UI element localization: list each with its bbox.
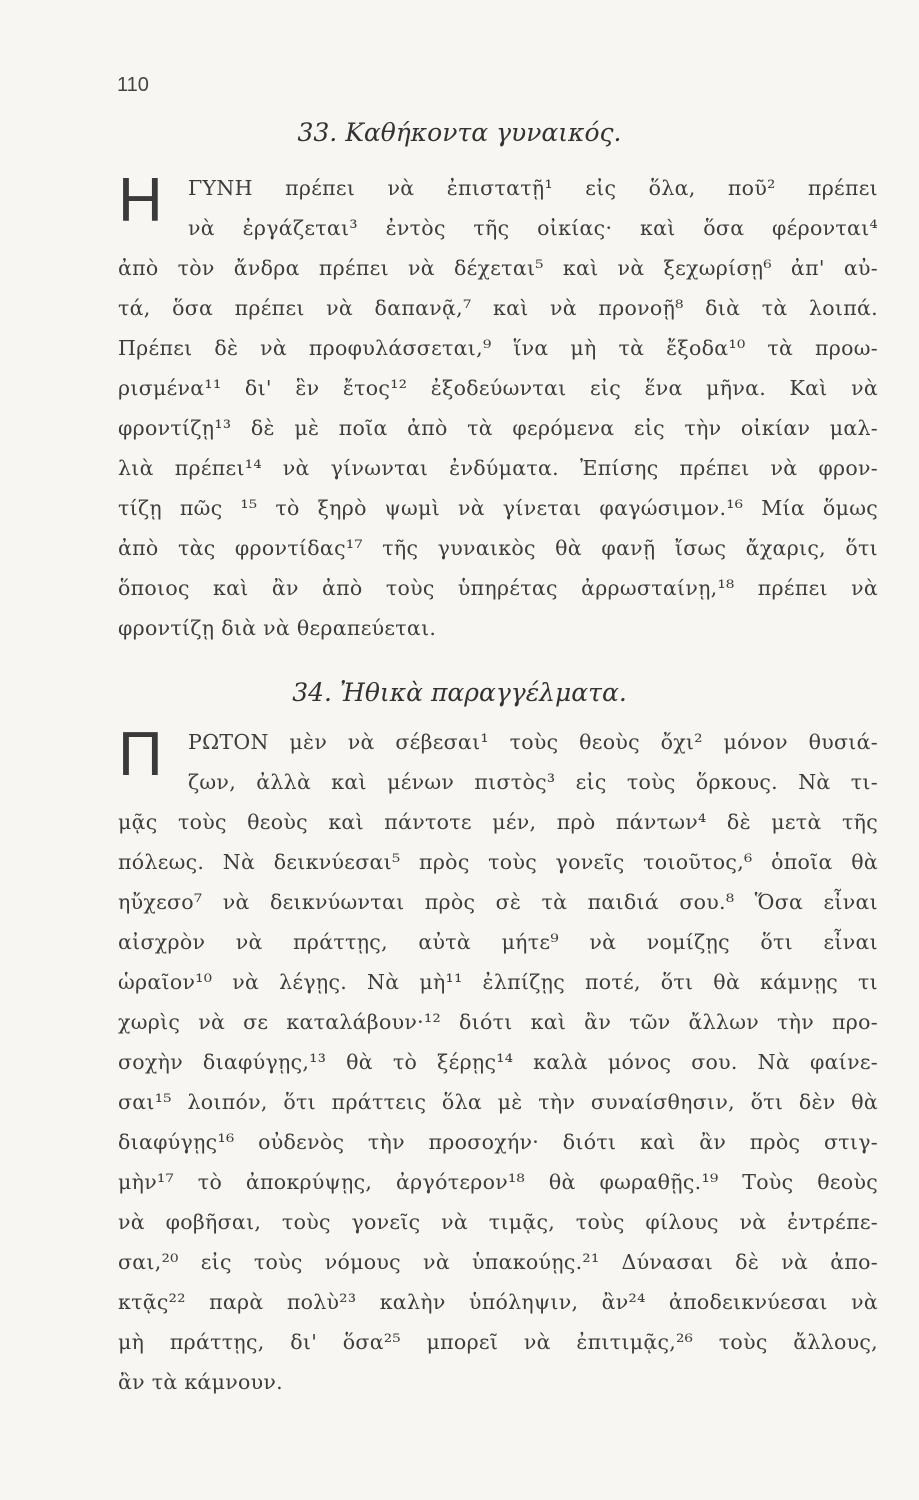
text-line: σαι,²⁰ εἰς τοὺς νόμους νὰ ὑπακούῃς.²¹ Δύνασαι δὲ νὰ ἀπο-	[118, 1250, 878, 1274]
text-line: τά, ὅσα πρέπει νὰ δαπανᾷ,⁷ καὶ νὰ προνοῇ⁸ διὰ τὰ λοιπά.	[118, 296, 878, 320]
text-line: μὴ πράττῃς, δι' ὅσα²⁵ μπορεῖ νὰ ἐπιτιμᾷς,²⁶ τοὺς ἄλλους,	[118, 1330, 878, 1354]
text-line: Πρέπει δὲ νὰ προφυλάσσεται,⁹ ἵνα μὴ τὰ ἔξοδα¹⁰ τὰ προω-	[118, 336, 878, 360]
text-line: νὰ ἐργάζεται³ ἐντὸς τῆς οἰκίας· καὶ ὅσα φέρονται⁴	[188, 216, 878, 240]
text-line: μᾷς τοὺς θεοὺς καὶ πάντοτε μέν, πρὸ πάντων⁴ δὲ μετὰ τῆς	[118, 810, 878, 834]
text-line: λιὰ πρέπει¹⁴ νὰ γίνωνται ἐνδύματα. Ἐπίσης πρέπει νὰ φρον-	[118, 456, 878, 480]
text-line: ΡΩΤΟΝ μὲν νὰ σέβεσαι¹ τοὺς θεοὺς ὄχι² μόνον θυσιά-	[188, 730, 878, 754]
text-line: ἀπὸ τὸν ἄνδρα πρέπει νὰ δέχεται⁵ καὶ νὰ ξεχωρίσῃ⁶ ἀπ' αὐ-	[118, 256, 878, 280]
text-line: ἂν τὰ κάμνουν.	[118, 1370, 283, 1394]
section-34-body	[118, 722, 878, 1412]
text-line: ὅποιος καὶ ἂν ἀπὸ τοὺς ὑπηρέτας ἀρρωσταίνῃ,¹⁸ πρέπει νὰ	[118, 576, 878, 600]
text-line: πόλεως. Νὰ δεικνύεσαι⁵ πρὸς τοὺς γονεῖς τοιοῦτος,⁶ ὁποῖα θὰ	[118, 850, 878, 874]
page-number: 110	[117, 74, 149, 96]
text-line: ρισμένα¹¹ δι' ἓν ἔτος¹² ἐξοδεύωνται εἰς ἕνα μῆνα. Καὶ νὰ	[118, 376, 878, 400]
drop-cap: Η	[118, 166, 163, 235]
text-line: σαι¹⁵ λοιπόν, ὅτι πράττεις ὅλα μὲ τὴν συναίσθησιν, ὅτι δὲν θὰ	[118, 1090, 878, 1114]
text-line: ἀπὸ τὰς φροντίδας¹⁷ τῆς γυναικὸς θὰ φανῇ ἴσως ἄχαρις, ὅτι	[118, 536, 878, 560]
text-line: αἰσχρὸν νὰ πράττῃς, αὐτὰ μήτε⁹ νὰ νομίζῃς ὅτι εἶναι	[118, 930, 878, 954]
text-line: κτᾷς²² παρὰ πολὺ²³ καλὴν ὑπόληψιν, ἂν²⁴ ἀποδεικνύεσαι νὰ	[118, 1290, 878, 1314]
text-line: ΓΥΝΗ πρέπει νὰ ἐπιστατῇ¹ εἰς ὅλα, ποῦ² πρέπει	[188, 176, 878, 200]
section-33-body	[118, 168, 878, 648]
text-line: χωρὶς νὰ σε καταλάβουν·¹² διότι καὶ ἂν τῶν ἄλλων τὴν προ-	[118, 1010, 878, 1034]
text-line: φροντίζῃ διὰ νὰ θεραπεύεται.	[118, 616, 437, 640]
text-line: φροντίζῃ¹³ δὲ μὲ ποῖα ἀπὸ τὰ φερόμενα εἰς τὴν οἰκίαν μαλ-	[118, 416, 878, 440]
text-line: διαφύγῃς¹⁶ οὐδενὸς τὴν προσοχήν· διότι καὶ ἂν πρὸς στιγ-	[118, 1130, 878, 1154]
text-line: τίζῃ πῶς ¹⁵ τὸ ξηρὸ ψωμὶ νὰ γίνεται φαγώσιμον.¹⁶ Μία ὅμως	[118, 496, 878, 520]
text-line: μὴν¹⁷ τὸ ἀποκρύψῃς, ἀργότερον¹⁸ θὰ φωραθῇς.¹⁹ Τοὺς θεοὺς	[118, 1170, 878, 1194]
text-line: ζων, ἀλλὰ καὶ μένων πιστὸς³ εἰς τοὺς ὅρκους. Νὰ τι-	[188, 770, 878, 794]
section-title-33: 33. Καθήκοντα γυναικός.	[297, 118, 622, 147]
text-line: ηὔχεσο⁷ νὰ δεικνύωνται πρὸς σὲ τὰ παιδιά σου.⁸ Ὅσα εἶναι	[118, 890, 878, 914]
text-line: νὰ φοβῆσαι, τοὺς γονεῖς νὰ τιμᾷς, τοὺς φίλους νὰ ἐντρέπε-	[118, 1210, 878, 1234]
text-line: σοχὴν διαφύγῃς,¹³ θὰ τὸ ξέρῃς¹⁴ καλὰ μόνος σου. Νὰ φαίνε-	[118, 1050, 878, 1074]
section-title-34: 34. Ἠθικὰ παραγγέλματα.	[292, 678, 627, 707]
text-line: ὡραῖον¹⁰ νὰ λέγῃς. Νὰ μὴ¹¹ ἐλπίζῃς ποτέ, ὅτι θὰ κάμνῃς τι	[118, 970, 878, 994]
drop-cap: Π	[118, 720, 163, 789]
